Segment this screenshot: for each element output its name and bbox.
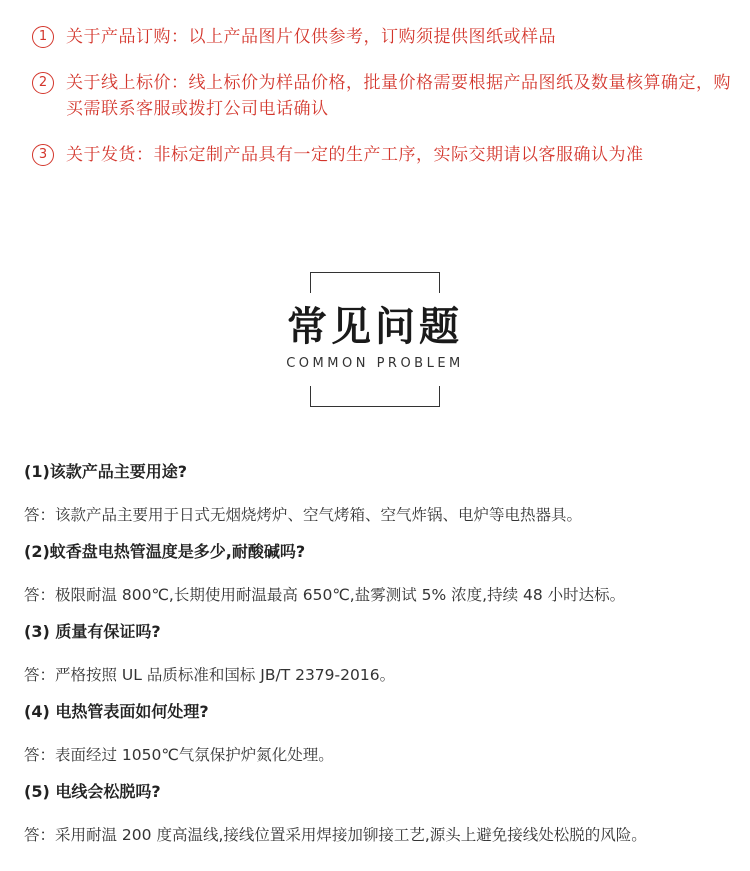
- faq-answer: 答：该款产品主要用于日式无烟烧烤炉、空气烤箱、空气炸锅、电炉等电热器具。: [24, 506, 583, 524]
- notice-item-shipping: [32, 142, 732, 168]
- faq-question: (4) 电热管表面如何处理?: [24, 702, 209, 721]
- circled-number-2: 2: [32, 72, 54, 94]
- section-subtitle: COMMON PROBLEM: [286, 356, 464, 371]
- notice-item-ordering: [32, 24, 732, 50]
- circled-number-1: 1: [32, 26, 54, 48]
- faq-question: (3) 质量有保证吗?: [24, 622, 161, 641]
- notice-list: [32, 24, 732, 168]
- section-title: 常见问题: [0, 302, 750, 352]
- faq-answer: 答：采用耐温 200 度高温线,接线位置采用焊接加铆接工艺,源头上避免接线处松脱的风险。: [24, 826, 647, 844]
- title-frame-bottom: [310, 386, 440, 407]
- faq-item: [24, 700, 739, 767]
- faq-answer: 答：表面经过 1050℃气氛保护炉氮化处理。: [24, 746, 334, 764]
- faq-item: [24, 780, 739, 847]
- title-frame-top: [310, 272, 440, 293]
- faq-question: (5) 电线会松脱吗?: [24, 782, 161, 801]
- notice-text: 关于发货：非标定制产品具有一定的生产工序，实际交期请以客服确认为准: [66, 145, 644, 165]
- faq-item: [24, 460, 739, 527]
- faq-answer: 答：严格按照 UL 品质标准和国标 JB/T 2379-2016。: [24, 666, 396, 684]
- notice-item-pricing: [32, 70, 732, 122]
- faq-question: (2)蚊香盘电热管温度是多少,耐酸碱吗?: [24, 542, 306, 561]
- notice-text: 关于线上标价：线上标价为样品价格，批量价格需要根据产品图纸及数量核算确定，购买需联系客服或拨打公司电话确认: [66, 73, 731, 119]
- notice-text: 关于产品订购：以上产品图片仅供参考，订购须提供图纸或样品: [66, 27, 556, 47]
- faq-answer: 答：极限耐温 800℃,长期使用耐温最高 650℃,盐雾测试 5% 浓度,持续 48 小时达标。: [24, 586, 626, 604]
- circled-number-3: 3: [32, 144, 54, 166]
- faq-section-header: [0, 272, 750, 408]
- faq-item: [24, 620, 739, 687]
- faq-question: (1)该款产品主要用途?: [24, 462, 188, 481]
- faq-list: [24, 460, 739, 847]
- faq-item: [24, 540, 739, 607]
